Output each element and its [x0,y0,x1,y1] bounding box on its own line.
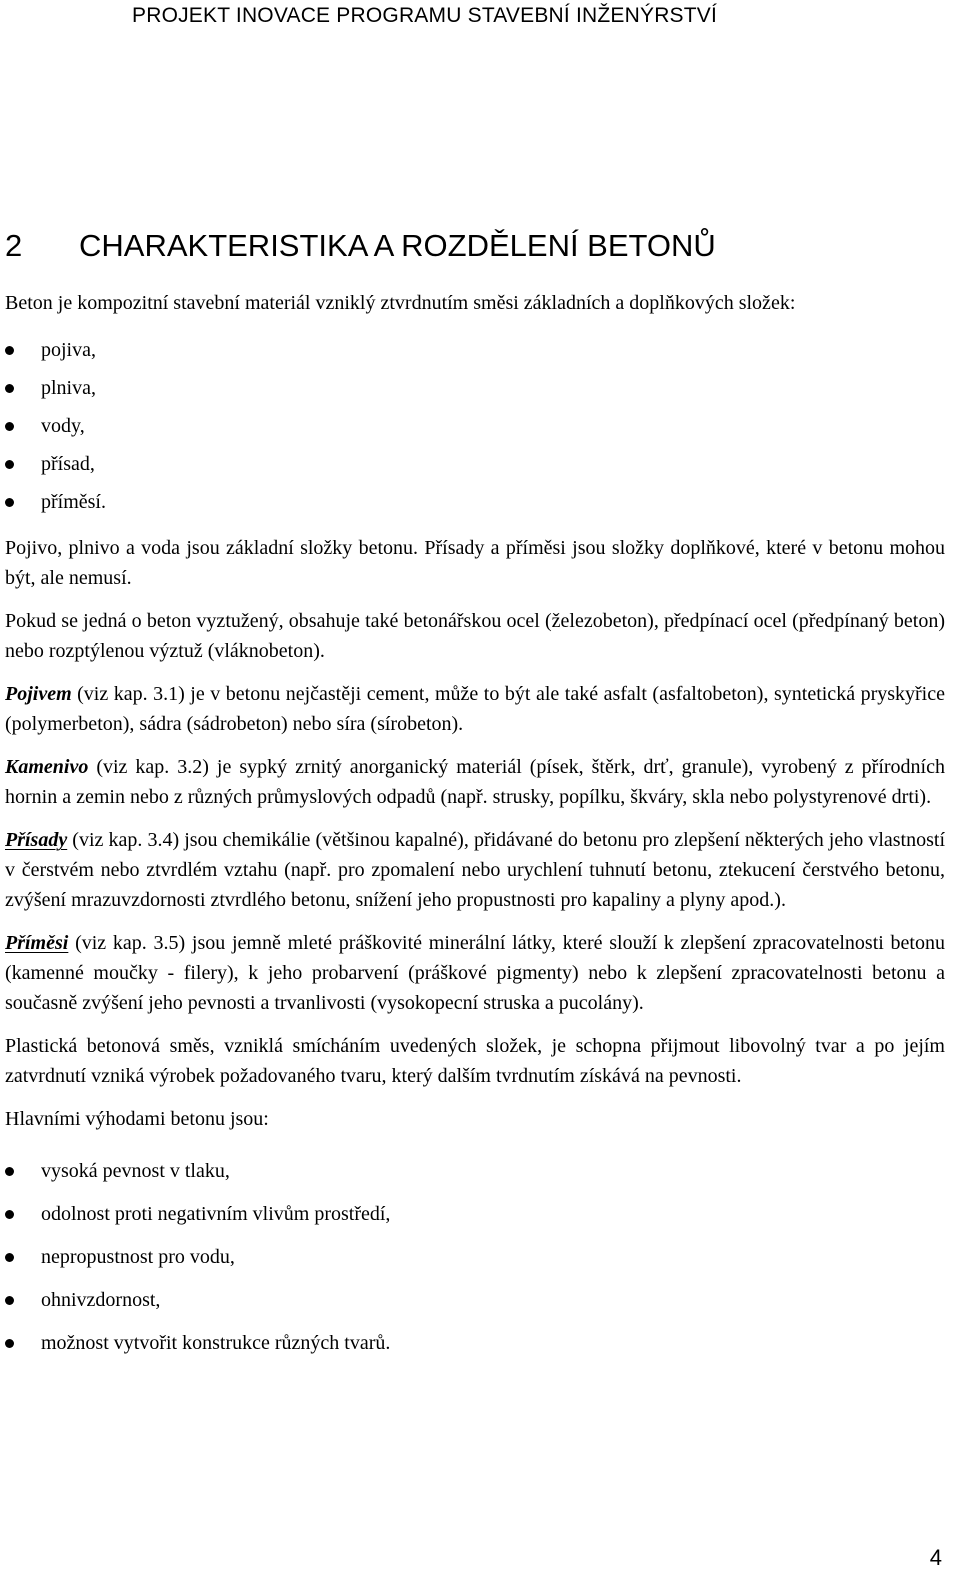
paragraph-reinforced-concrete: Pokud se jedná o beton vyztužený, obsahuje také betonářskou ocel (železobeton), předpínací ocel (předpínaný beton) nebo rozptýlenou výztuž (vláknobeton). [5,610,945,662]
bullet-icon [5,384,14,393]
term-additions: Příměsi [5,932,69,954]
list-item [5,407,945,445]
list-item [5,1322,945,1365]
intro-paragraph: Beton je kompozitní stavební materiál vzniklý ztvrdnutím směsi základních a doplňkových složek: [5,292,796,314]
list-item [5,369,945,407]
list-item-text: odolnost proti negativním vlivům prostředí, [41,1203,391,1225]
paragraph-binder [5,679,945,739]
list-item-text: ohnivzdornost, [41,1289,161,1311]
list-item [5,1279,945,1322]
bullet-icon [5,346,14,355]
list-item [5,1193,945,1236]
aggregate-text: (viz kap. 3.2) je sypký zrnitý anorganický materiál (písek, štěrk, drť, granule), vyrobený z přírodních hornin a zemin nebo z různých průmyslových odpadů (např. strusky, popílku, škváry, skla nebo polystyrenové drti). [5,756,945,808]
term-admixtures: Přísady [5,829,68,851]
additions-text: (viz kap. 3.5) jsou jemně mleté práškovité minerální látky, které slouží k zlepšení zpracovatelnosti betonu (kamenné moučky - filery), k jeho probarvení (práškové pigmenty) nebo k zlepšení zpracovatelnosti betonu a současně zvýšení jeho pevnosti a trvanlivosti (vysokopecní struska a pucolány). [5,932,945,1014]
list-item [5,1150,945,1193]
advantages-list [5,1150,945,1365]
paragraph-additions [5,928,945,1018]
list-item-text: přísad, [41,453,95,475]
page-number: 4 [929,1545,942,1570]
bullet-icon [5,498,14,507]
binder-text: (viz kap. 3.1) je v betonu nejčastěji cement, může to být ale také asfalt (asfaltobeton), syntetická pryskyřice (polymerbeton), sádra (sádrobeton) nebo síra (sírobeton). [5,683,945,735]
bullet-icon [5,1210,14,1219]
list-item-text: nepropustnost pro vodu, [41,1246,235,1268]
bullet-icon [5,460,14,469]
list-item [5,331,945,369]
list-item-text: vysoká pevnost v tlaku, [41,1160,230,1182]
bullet-icon [5,422,14,431]
advantages-intro: Hlavními výhodami betonu jsou: [5,1108,269,1130]
chapter-heading [5,228,716,264]
list-item-text: plniva, [41,377,96,399]
chapter-number: 2 [5,228,23,263]
list-item [5,1236,945,1279]
list-item [5,445,945,483]
running-header: PROJEKT INOVACE PROGRAMU STAVEBNÍ INŽENÝRSTVÍ [132,4,718,27]
list-item [5,483,945,521]
document-body [5,288,945,1377]
list-item-text: možnost vytvořit konstrukce různých tvarů. [41,1332,391,1354]
bullet-icon [5,1296,14,1305]
term-aggregate: Kamenivo [5,756,89,778]
chapter-title: CHARAKTERISTIKA A ROZDĚLENÍ BETONŮ [79,228,716,263]
components-list [5,331,945,521]
paragraph-basic-components: Pojivo, plnivo a voda jsou základní složky betonu. Přísady a příměsi jsou složky doplňkové, které v betonu mohou být, ale nemusí. [5,537,945,589]
admixtures-text: (viz kap. 3.4) jsou chemikálie (většinou kapalné), přidávané do betonu pro zlepšení některých jeho vlastností v čerstvém nebo ztvrdlém vztahu (např. pro zpomalení nebo urychlení tuhnutí betonu, ztekucení čerstvého betonu, zvýšení mrazuvzdornosti ztvrdlého betonu, snížení jeho propustnosti pro kapaliny a plyny apod.). [5,829,945,911]
list-item-text: vody, [41,415,85,437]
paragraph-admixtures [5,825,945,915]
paragraph-fresh-concrete: Plastická betonová směs, vzniklá smícháním uvedených složek, je schopna přijmout libovolný tvar a po jejím zatvrdnutí vzniká výrobek požadovaného tvaru, který dalším tvrdnutím získává na pevnosti. [5,1035,945,1087]
term-binder: Pojivem [5,683,72,705]
list-item-text: pojiva, [41,339,96,361]
paragraph-aggregate [5,752,945,812]
bullet-icon [5,1253,14,1262]
bullet-icon [5,1339,14,1348]
bullet-icon [5,1167,14,1176]
list-item-text: příměsí. [41,491,106,513]
